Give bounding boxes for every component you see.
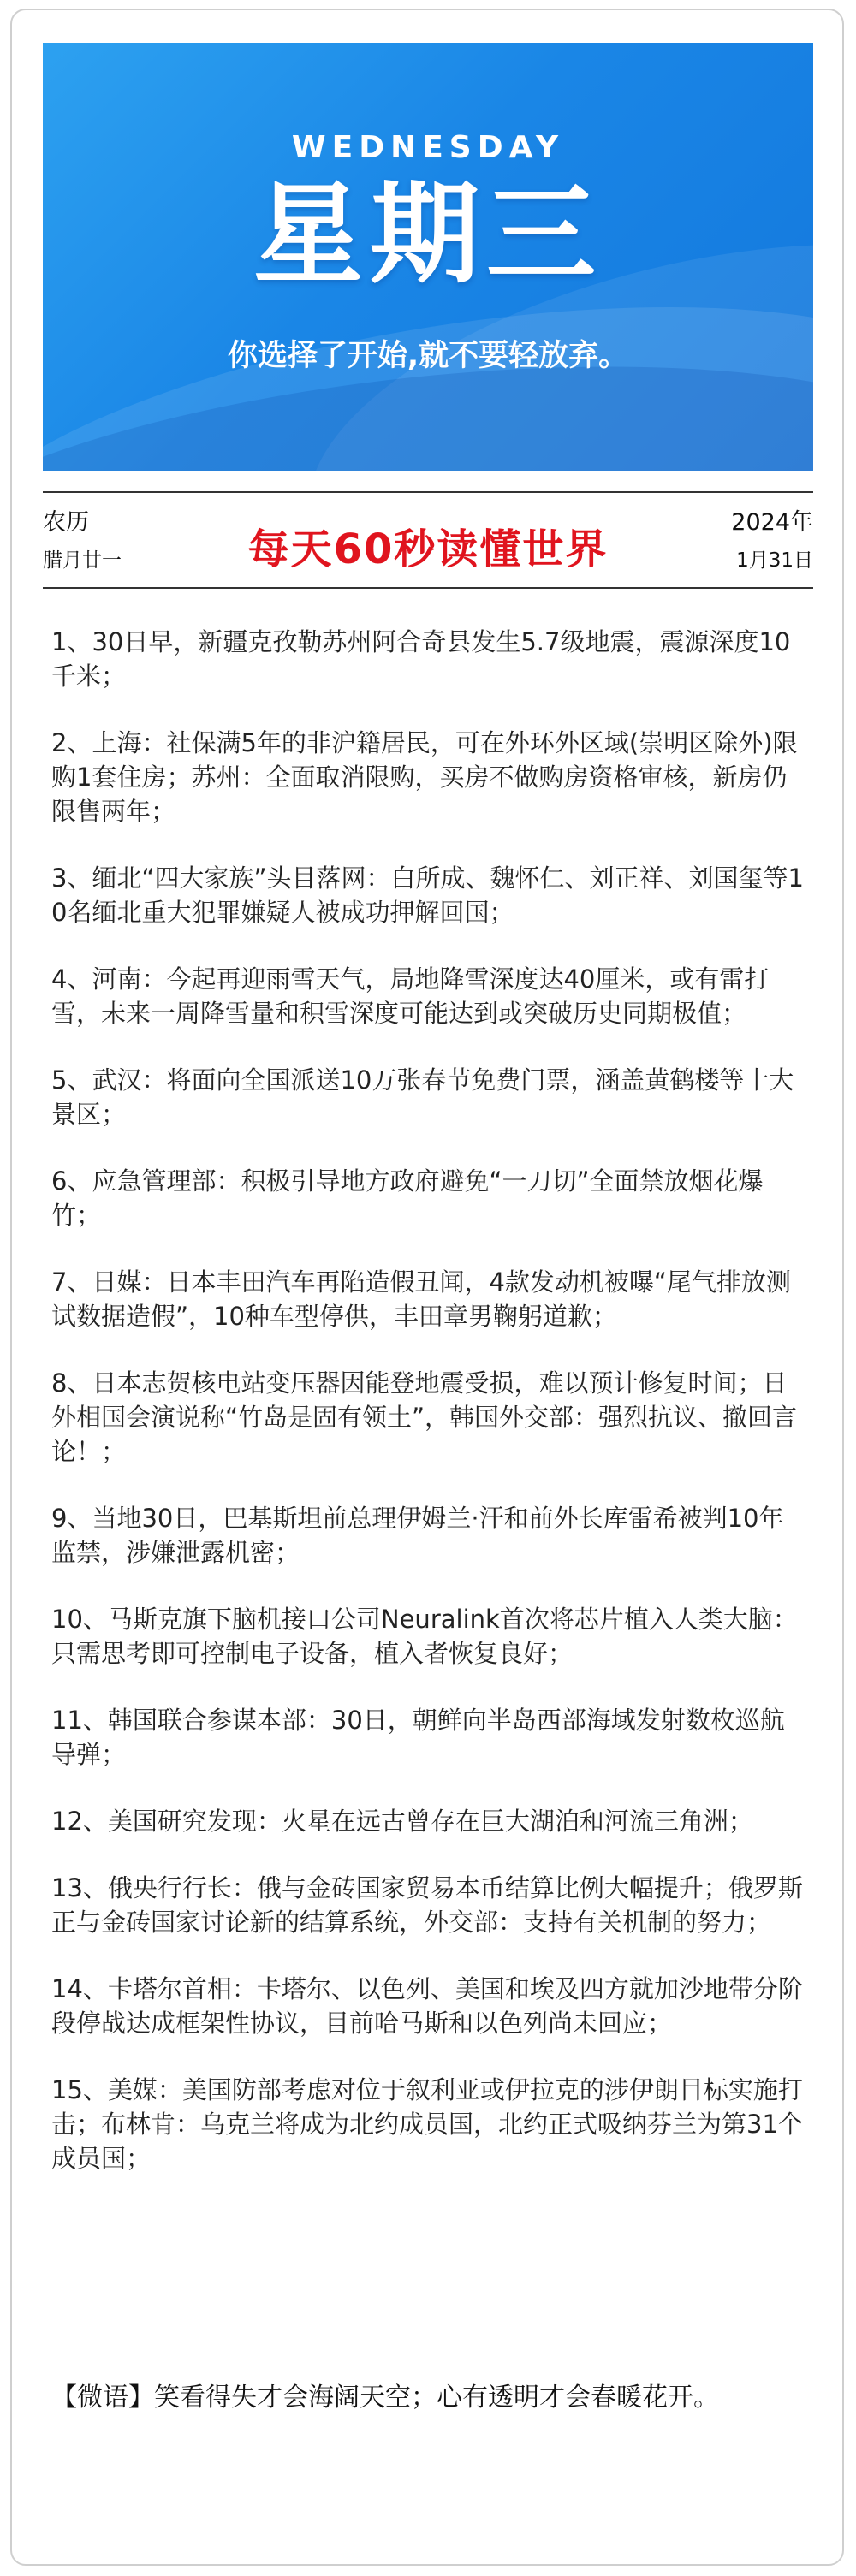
news-item: 8、日本志贺核电站变压器因能登地震受损，难以预计修复时间；日外相国会演说称“竹岛是固有领土”，韩国外交部：强烈抗议、撤回言论！；: [51, 1368, 798, 1466]
news-item: 15、美媒：美国防部考虑对位于叙利亚或伊拉克的涉伊朗目标实施打击；布林肯：乌克兰将成为北约成员国，北约正式吸纳芬兰为第31个成员国；: [51, 2075, 803, 2173]
calendar-month-day: 1月31日: [736, 549, 813, 572]
news-item: 13、俄央行行长：俄与金砖国家贸易本币结算比例大幅提升；俄罗斯正与金砖国家讨论新的结算系统，外交部：支持有关机制的努力；: [51, 1873, 803, 1937]
news-item: 3、缅北“四大家族”头目落网：白所成、魏怀仁、刘正祥、刘国玺等10名缅北重大犯罪嫌疑人被成功押解回国；: [51, 864, 804, 927]
weekday-english: WEDNESDAY: [291, 130, 565, 165]
daily-quote: 【微语】笑看得失才会海阔天空；心有透明才会春暖花开。: [51, 2383, 719, 2413]
news-item: 2、上海：社保满5年的非沪籍居民，可在外环外区域(崇明区除外)限购1套住房；苏州：全面取消限购，买房不做购房资格审核，新房仍限售两年；: [51, 728, 798, 826]
calendar-year: 2024年: [731, 509, 813, 536]
lunar-date: 腊月廿一: [43, 549, 122, 572]
weekday-chinese: 星期三: [253, 171, 603, 299]
news-item: 14、卡塔尔首相：卡塔尔、以色列、美国和埃及四方就加沙地带分阶段停战达成框架性协议，目前哈马斯和以色列尚未回应；: [51, 1974, 803, 2038]
news-item: 4、河南：今起再迎雨雪天气，局地降雪深度达40厘米，或有雷打雪，未来一周降雪量和积雪深度可能达到或突破历史同期极值；: [51, 965, 770, 1028]
news-item: 7、日媒：日本丰田汽车再陷造假丑闻，4款发动机被曝“尾气排放测试数据造假”，10种车型停供，丰田章男鞠躬道歉；: [51, 1267, 791, 1331]
banner-slogan: 你选择了开始,就不要轻放弃。: [227, 339, 629, 373]
news-item: 11、韩国联合参谋本部：30日，朝鲜向半岛西部海域发射数枚巡航导弹；: [51, 1706, 785, 1769]
news-item: 10、马斯克旗下脑机接口公司Neuralink首次将芯片植入人类大脑：只需思考即可控制电子设备，植入者恢复良好；: [51, 1605, 798, 1668]
header-banner: [43, 43, 813, 471]
news-item: 12、美国研究发现：火星在远古曾存在巨大湖泊和河流三角洲；: [51, 1807, 753, 1836]
news-list: [51, 625, 805, 2208]
dateline-bottom-rule: [43, 587, 813, 589]
masthead-title: 每天60秒读懂世界: [247, 525, 609, 573]
lunar-calendar-label: 农历: [43, 509, 89, 536]
news-item: 1、30日早，新疆克孜勒苏州阿合奇县发生5.7级地震，震源深度10千米；: [51, 627, 791, 691]
news-item: 6、应急管理部：积极引导地方政府避免“一刀切”全面禁放烟花爆竹；: [51, 1166, 764, 1230]
news-item: 5、武汉：将面向全国派送10万张春节免费门票，涵盖黄鹤楼等十大景区；: [51, 1065, 794, 1129]
dateline-top-rule: [43, 491, 813, 493]
news-item: 9、当地30日，巴基斯坦前总理伊姆兰·汗和前外长库雷希被判10年监禁，涉嫌泄露机密；: [51, 1504, 784, 1567]
